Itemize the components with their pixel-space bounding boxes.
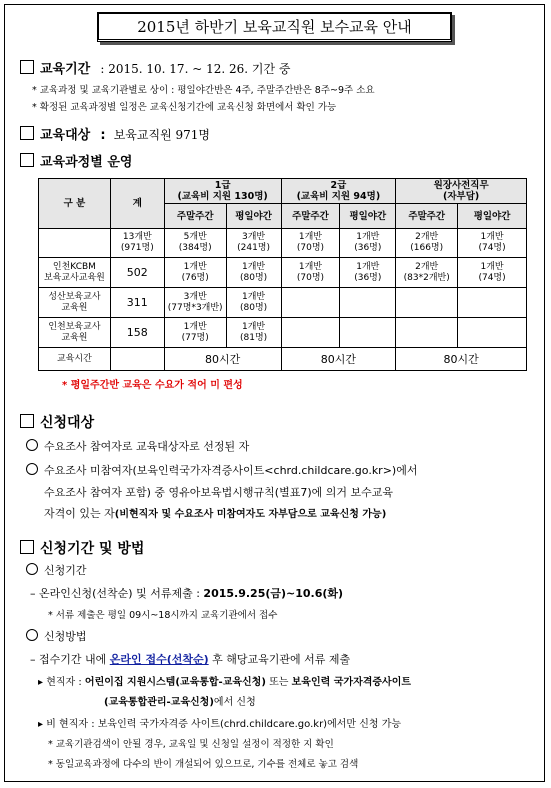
- table-cell: 1개반 (80명): [226, 288, 281, 318]
- table-cell: 3개반 (77명*3개반): [164, 288, 226, 318]
- period-section: [20, 58, 290, 77]
- hours-label: 교육시간: [39, 348, 111, 371]
- checkbox-icon: [20, 60, 34, 74]
- table-cell: 158: [110, 318, 164, 348]
- table-cell: 1개반 (81명): [226, 318, 281, 348]
- table-cell: 1개반 (74명): [458, 229, 527, 258]
- table-cell: 1개반 (76명): [164, 258, 226, 288]
- table-row: [39, 318, 527, 348]
- course-schedule-table: [38, 178, 527, 371]
- header-weekend: 주말주간: [396, 204, 458, 229]
- institution-name: 인천보육교사 교육원: [39, 318, 111, 348]
- header-evening: 평일야간: [458, 204, 527, 229]
- hours-grade1: 80시간: [164, 348, 281, 371]
- table-cell: 1개반 (77명): [164, 318, 226, 348]
- table-cell: [281, 288, 340, 318]
- header-grade2: 2급 (교육비 지원 94명): [281, 179, 396, 204]
- period-note-2: * 확정된 교육과정별 일정은 교육신청기간에 교육신청 화면에서 확인 가능: [32, 102, 337, 113]
- table-cell: [110, 348, 164, 371]
- hours-director: 80시간: [396, 348, 527, 371]
- method-heading: 신청기간 및 방법: [40, 541, 145, 557]
- table-row-total: [39, 229, 527, 258]
- header-evening: 평일야간: [226, 204, 281, 229]
- table-row-hours: [39, 348, 527, 371]
- table-cell: [340, 318, 396, 348]
- table-cell: [39, 229, 111, 258]
- hours-grade2: 80시간: [281, 348, 396, 371]
- checkbox-icon: [20, 540, 34, 554]
- period-heading: 교육기간: [40, 62, 91, 77]
- current-staff-line: ▸ 현직자 : 어린이집 지원시스템(교육통합-교육신청) 또는 보육인력 국가자격증사이트: [38, 677, 412, 688]
- bullet-circle-icon: [26, 463, 38, 475]
- institution-name: 성산보육교사 교육원: [39, 288, 111, 318]
- courses-section: [20, 151, 132, 170]
- table-note: * 평일주간반 교육은 수요가 적어 미 편성: [62, 380, 243, 391]
- table-cell: [458, 288, 527, 318]
- current-staff-line-2: (교육통합관리-교육신청)에서 신청: [104, 697, 256, 708]
- target-heading: 교육대상: [40, 128, 91, 143]
- table-cell: 1개반 (74명): [458, 258, 527, 288]
- checkbox-icon: [20, 153, 34, 167]
- table-cell: 2개반 (83*2개반): [396, 258, 458, 288]
- table-cell: 2개반 (166명): [396, 229, 458, 258]
- table-cell: 1개반 (70명): [281, 229, 340, 258]
- application-how-line: – 접수기간 내에 온라인 접수(선착순) 후 해당교육기관에 서류 제출: [30, 653, 351, 666]
- table-cell: 13개반 (971명): [110, 229, 164, 258]
- search-tip-1: * 교육기관검색이 안될 경우, 교육일 및 신청일 설정이 적정한 지 확인: [48, 739, 334, 750]
- table-cell: 502: [110, 258, 164, 288]
- checkbox-icon: [20, 126, 34, 140]
- table-cell: 1개반 (70명): [281, 258, 340, 288]
- apply-target-item-1: 수요조사 참여자로 교육대상자로 선정된 자: [26, 438, 249, 454]
- apply-target-item-2-line2: 수요조사 참여자 포함) 중 영유아보육법시행규칙(별표7)에 의거 보수교육: [44, 486, 394, 499]
- non-current-staff-line: ▸ 비 현직자 : 보육인력 국가자격증 사이트(chrd.childcare.go.kr)에서만 신청 가능: [38, 719, 402, 730]
- apply-target-item-2: 수요조사 미참여자(보육인력국가자격증사이트<chrd.childcare.go.kr>)에서: [26, 462, 417, 478]
- header-grade1: 1급 (교육비 지원 130명): [164, 179, 281, 204]
- table-cell: 1개반 (36명): [340, 258, 396, 288]
- table-cell: 311: [110, 288, 164, 318]
- period-note-1: * 교육과정 및 교육기관별로 상이 : 평일야간반은 4주, 주말주간반은 8주~9주 소요: [32, 85, 375, 96]
- header-evening: 평일야간: [340, 204, 396, 229]
- table-cell: [396, 318, 458, 348]
- target-section: [20, 124, 210, 143]
- table-cell: 1개반 (80명): [226, 258, 281, 288]
- table-cell: [340, 288, 396, 318]
- document-note: * 서류 제출은 평일 09시~18시까지 교육기관에서 접수: [48, 610, 278, 621]
- period-subheading: 신청기간: [26, 562, 87, 578]
- page-title: 2015년 하반기 보육교직원 보수교육 안내: [97, 12, 452, 42]
- search-tip-2: * 동일교육과정에 다수의 반이 개설되어 있으므로, 기수를 전체로 놓고 검색: [48, 759, 359, 770]
- period-value: : 2015. 10. 17. ~ 12. 26. 기간 중: [100, 62, 291, 76]
- table-cell: [396, 288, 458, 318]
- header-director: 원장사전직무 (자부담): [396, 179, 527, 204]
- table-row: [39, 258, 527, 288]
- apply-target-heading: 신청대상: [40, 415, 95, 431]
- target-value: 보육교직원 971명: [113, 128, 210, 142]
- bullet-circle-icon: [26, 563, 38, 575]
- bullet-circle-icon: [26, 439, 38, 451]
- courses-heading: 교육과정별 운영: [40, 155, 133, 170]
- online-application-line: – 온라인신청(선착순) 및 서류제출 : 2015.9.25(금)~10.6(화): [30, 587, 344, 600]
- apply-target-item-2-line3: 자격이 있는 자(비현직자 및 수요조사 미참여자도 자부담으로 교육신청 가능): [44, 507, 387, 520]
- table-row: [39, 288, 527, 318]
- bullet-circle-icon: [26, 629, 38, 641]
- apply-target-section: [20, 412, 94, 432]
- table-cell: [458, 318, 527, 348]
- online-application-link[interactable]: 온라인 접수(선착순): [109, 653, 209, 666]
- table-cell: [281, 318, 340, 348]
- method-subheading: 신청방법: [26, 628, 87, 644]
- table-cell: 5개반 (384명): [164, 229, 226, 258]
- header-weekend: 주말주간: [164, 204, 226, 229]
- checkbox-icon: [20, 414, 34, 428]
- table-cell: 1개반 (36명): [340, 229, 396, 258]
- institution-name: 인천KCBM 보육교사교육원: [39, 258, 111, 288]
- method-section: [20, 538, 144, 558]
- target-colon: :: [100, 128, 106, 143]
- header-total: 계: [110, 179, 164, 229]
- header-division: 구 분: [39, 179, 111, 229]
- table-cell: 3개반 (241명): [226, 229, 281, 258]
- header-weekend: 주말주간: [281, 204, 340, 229]
